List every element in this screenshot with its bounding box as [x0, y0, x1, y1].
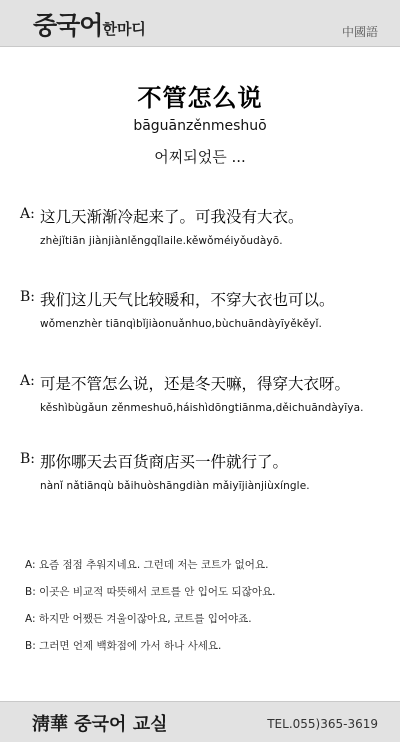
lesson-title-pinyin: bāguānzěnmeshuō: [133, 118, 267, 134]
pinyin-line: kěshìbùgǎun zěnmeshuō,háishìdōngtiānma,děichuāndàyīya.: [40, 402, 364, 414]
brand-logo: [33, 6, 146, 42]
korean-translation-line: A: 요즘 점점 추워지네요. 그런데 저는 코트가 없어요.: [25, 559, 269, 571]
header-bar: [0, 0, 400, 47]
speaker-label: A:: [20, 373, 35, 389]
speaker-label: B:: [20, 289, 36, 305]
lesson-title-korean: 어찌되었든 ...: [154, 148, 246, 166]
korean-translation-line: B: 이곳은 비교적 따뜻해서 코트를 안 입어도 되잖아요.: [25, 586, 276, 598]
pinyin-line: wǒmenzhèr tiānqìbǐjiàonuǎnhuo,bùchuāndàyīyěkěyǐ.: [40, 318, 322, 330]
lesson-title: 不管怎么说: [137, 83, 263, 112]
speaker-label: A:: [20, 206, 35, 222]
chinese-sentence: 那你哪天去百货商店买一件就行了。: [40, 453, 289, 471]
korean-translation-line: B: 그러면 언제 백화점에 가서 하나 사세요.: [25, 640, 222, 652]
pinyin-line: nànǐ nǎtiānqù bǎihuòshāngdiàn mǎiyījiànjiùxíngle.: [40, 480, 310, 492]
korean-translation-line: A: 하지만 어쨌든 겨울이잖아요, 코트를 입어야죠.: [25, 613, 252, 625]
language-tag: 中國語: [341, 25, 378, 39]
brand-main: 중국어: [33, 11, 103, 40]
chinese-sentence: 这几天渐渐冷起来了。可我没有大衣。: [40, 208, 304, 226]
pinyin-line: zhèjǐtiān jiànjiànlěngqǐlaile.kěwǒméiyǒudàyō.: [40, 235, 283, 247]
speaker-label: B:: [20, 451, 36, 467]
chinese-sentence: 可是不管怎么说，还是冬天嘛，得穿大衣呀。: [40, 375, 351, 393]
chinese-sentence: 我们这儿天气比较暖和，不穿大衣也可以。: [40, 291, 335, 309]
footer-phone: TEL.055)365-3619: [267, 717, 378, 731]
footer-bar: [0, 701, 400, 742]
footer-brand: 淸華 중국어 교실: [32, 714, 168, 735]
brand-sub: 한마디: [102, 20, 146, 38]
